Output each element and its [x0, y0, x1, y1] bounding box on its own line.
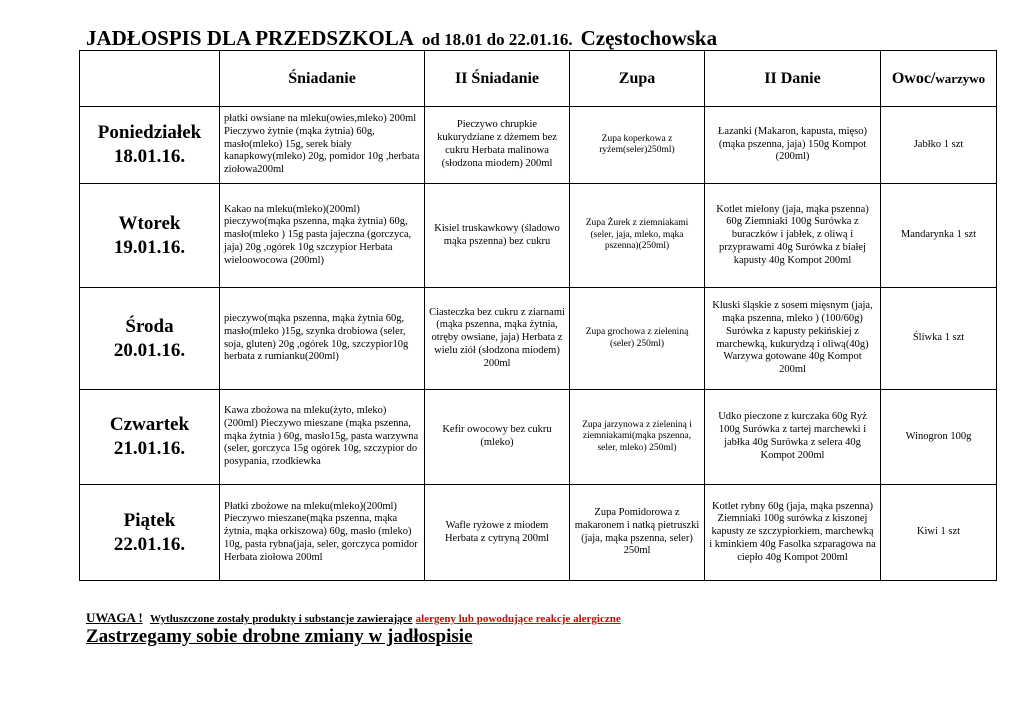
main-cell: Kluski śląskie z sosem mięsnym (jaja, mąka pszenna, mleko ) (100/60g) Surówka z kapusty pekińskiej z marchewką, kukurydzą i oliwą(40g) Warzywa gotowane 40g Kompot 200ml: [705, 288, 881, 390]
second-breakfast-cell: Wafle ryżowe z miodem Herbata z cytryną 200ml: [425, 485, 570, 581]
day-date: 22.01.16.: [113, 533, 186, 555]
soup-cell: Zupa grochowa z zieleniną (seler) 250ml): [570, 288, 705, 390]
table-row: [80, 288, 997, 390]
breakfast-cell: pieczywo(mąka pszenna, mąka żytnia 60g, masło(mleko )15g, szynka drobiowa (seler, soja, gluten) 20g ,ogórek 10g, szczypior10g herbata z rumianku(200ml): [220, 288, 425, 390]
header-fruit-small: warzywo: [935, 70, 986, 86]
soup-cell: Zupa koperkowa z ryżem(seler)250ml): [570, 107, 705, 184]
day-cell: [80, 288, 220, 390]
fruit-cell: Śliwka 1 szt: [881, 288, 997, 390]
day-date: 20.01.16.: [113, 339, 186, 361]
menu-table: [79, 50, 997, 581]
day-cell: [80, 107, 220, 184]
header-second-breakfast: II Śniadanie: [425, 51, 570, 107]
fruit-cell: Kiwi 1 szt: [881, 485, 997, 581]
second-breakfast-cell: Pieczywo chrupkie kukurydziane z dżemem bez cukru Herbata malinowa (słodzona miodem) 200ml: [425, 107, 570, 184]
main-cell: Udko pieczone z kurczaka 60g Ryż 100g Surówka z tartej marchewki i jabłka 40g Surówka z selera 40g Kompot 200ml: [705, 390, 881, 485]
day-name: Wtorek: [118, 212, 181, 234]
day-name: Poniedziałek: [97, 122, 202, 143]
day-name: Piątek: [123, 509, 176, 531]
title-dates: od 18.01 do 22.01.16.: [421, 30, 573, 49]
allergen-notice: [86, 610, 621, 626]
header-soup: Zupa: [570, 51, 705, 107]
day-date: 21.01.16.: [113, 438, 186, 459]
day-name: Czwartek: [109, 414, 190, 435]
soup-cell: Zupa Pomidorowa z makaronem i natką pietruszki (jaja, mąka pszenna, seler) 250ml: [570, 485, 705, 581]
main-cell: Kotlet mielony (jaja, mąka pszenna) 60g Ziemniaki 100g Surówka z buraczków i jabłek, z oliwą i przyprawami 40g Surówka z białej kapusty 40g Kompot 200ml: [705, 184, 881, 288]
notice-label: UWAGA !: [86, 610, 143, 625]
header-main: II Danie: [705, 51, 881, 107]
soup-cell: Zupa Żurek z ziemniakami (seler, jaja, mleko, mąka pszenna)(250ml): [570, 184, 705, 288]
table-row: [80, 107, 997, 184]
title-place: Częstochowska: [580, 26, 718, 50]
main-cell: Łazanki (Makaron, kapusta, mięso) (mąka pszenna, jaja) 150g Kompot (200ml): [705, 107, 881, 184]
soup-cell: Zupa jarzynowa z zieleniną i ziemniakami(mąka pszenna, seler, mleko) 250ml): [570, 390, 705, 485]
day-cell: [80, 184, 220, 288]
notice-text: Wytłuszczone zostały produkty i substancje zawierające: [149, 613, 413, 625]
reserve-note: Zastrzegamy sobie drobne zmiany w jadłospisie: [86, 626, 473, 647]
breakfast-cell: Płatki zbożowe na mleku(mleko)(200ml) Pieczywo mieszane(mąka pszenna, mąka żytnia, mąka orkiszowa) 60g, masło (mleko) 10g, pasta rybna(jaja, seler, gorczyca pomidor Herbata ziołowa 200ml: [220, 485, 425, 581]
day-date: 19.01.16.: [113, 236, 186, 258]
header-fruit: [881, 51, 997, 107]
fruit-cell: Winogron 100g: [881, 390, 997, 485]
header-breakfast: Śniadanie: [220, 51, 425, 107]
page-title: [86, 26, 717, 51]
main-cell: Kotlet rybny 60g (jaja, mąka pszenna) Ziemniaki 100g surówka z kiszonej kapusty ze szczypiorkiem, marchewką i kminkiem 40g Fasolka szparagowa na ciepło 40g Kompot 200ml: [705, 485, 881, 581]
breakfast-cell: płatki owsiane na mleku(owies,mleko) 200ml Pieczywo żytnie (mąka żytnia) 60g, masło(mleko) 15g, serek biały kanapkowy(mleko) 20g, pomidor 10g ,herbata ziołowa200ml: [220, 107, 425, 184]
header-fruit-label: Owoc/: [891, 69, 936, 87]
second-breakfast-cell: Kefir owocowy bez cukru (mleko): [425, 390, 570, 485]
second-breakfast-cell: Ciasteczka bez cukru z ziarnami (mąka pszenna, mąka żytnia, otręby owsiane, jaja) Herbata z wielu ziół (słodzona miodem) 200ml: [425, 288, 570, 390]
fruit-cell: Mandarynka 1 szt: [881, 184, 997, 288]
table-row: [80, 485, 997, 581]
breakfast-cell: Kawa zbożowa na mleku(żyto, mleko)(200ml) Pieczywo mieszane (mąka pszenna, mąka żytnia ) 60g, masło15g, pasta warzywna (seler, gorczyca 15g ogórek 10g, szczypior do posypania, rzodkiewka: [220, 390, 425, 485]
second-breakfast-cell: Kisiel truskawkowy (śladowo mąka pszenna) bez cukru: [425, 184, 570, 288]
day-name: Środa: [125, 315, 174, 337]
day-cell: [80, 390, 220, 485]
notice-text-red: alergeny lub powodujące reakcje alergiczne: [415, 613, 621, 625]
header-empty: [80, 51, 220, 107]
table-row: [80, 390, 997, 485]
fruit-cell: Jabłko 1 szt: [881, 107, 997, 184]
title-text: JADŁOSPIS DLA PRZEDSZKOLA: [86, 26, 414, 50]
breakfast-cell: Kakao na mleku(mleko)(200ml) pieczywo(mąka pszenna, mąka żytnia) 60g, masło(mleko ) 15g pasta jajeczna (gorczyca, jaja) 20g ,ogórek 10g szczypior Herbata wieloowocowa (200ml): [220, 184, 425, 288]
day-cell: [80, 485, 220, 581]
table-row: [80, 184, 997, 288]
day-date: 18.01.16.: [113, 146, 186, 167]
